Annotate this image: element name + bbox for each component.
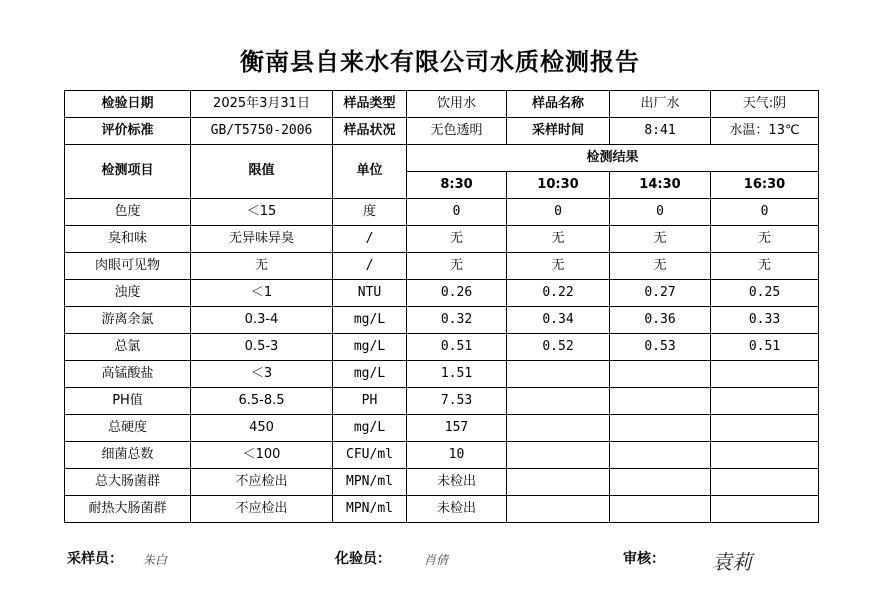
sample-type-value: 饮用水	[407, 91, 507, 118]
result-value: 0.26	[407, 280, 507, 307]
result-value: 0.51	[711, 334, 819, 361]
unit-value: MPN/ml	[333, 496, 407, 523]
limit-value: 0.3-4	[191, 307, 333, 334]
unit-value: NTU	[333, 280, 407, 307]
sample-type-label: 样品类型	[333, 91, 407, 118]
report-table	[64, 90, 819, 523]
sampler-signature: 朱白	[143, 553, 168, 567]
item-name: 臭和味	[65, 226, 191, 253]
limit-value: ＜1	[191, 280, 333, 307]
water-temp: 水温：13℃	[711, 118, 819, 145]
unit-value: mg/L	[333, 415, 407, 442]
item-name: 肉眼可见物	[65, 253, 191, 280]
result-value	[507, 469, 610, 496]
item-name: 游离余氯	[65, 307, 191, 334]
limit-value: 0.5-3	[191, 334, 333, 361]
result-value: 无	[711, 226, 819, 253]
result-value	[507, 361, 610, 388]
result-value: 无	[711, 253, 819, 280]
table-row	[65, 280, 819, 307]
sampling-time-value: 8:41	[610, 118, 711, 145]
item-name: 总硬度	[65, 415, 191, 442]
limit-value: 6.5-8.5	[191, 388, 333, 415]
item-name: 浊度	[65, 280, 191, 307]
item-name: PH值	[65, 388, 191, 415]
result-value: 0	[711, 199, 819, 226]
sampler-label: 采样员：	[67, 551, 123, 567]
standard-value: GB/T5750-2006	[191, 118, 333, 145]
result-value: 0.25	[711, 280, 819, 307]
result-value	[610, 388, 711, 415]
table-row	[65, 334, 819, 361]
item-name: 总大肠菌群	[65, 469, 191, 496]
result-value: 0.34	[507, 307, 610, 334]
header-item: 检测项目	[65, 145, 191, 199]
report-title: 衡南县自来水有限公司水质检测报告	[240, 48, 640, 76]
unit-value: CFU/ml	[333, 442, 407, 469]
header-results: 检测结果	[407, 145, 819, 172]
limit-value: ＜100	[191, 442, 333, 469]
result-value: 无	[407, 226, 507, 253]
sample-name-value: 出厂水	[610, 91, 711, 118]
result-value: 0	[507, 199, 610, 226]
standard-label: 评价标准	[65, 118, 191, 145]
limit-value: 无异味异臭	[191, 226, 333, 253]
result-value: 无	[407, 253, 507, 280]
result-value: 7.53	[407, 388, 507, 415]
result-value: 0.27	[610, 280, 711, 307]
result-value: 0.22	[507, 280, 610, 307]
limit-value: 不应检出	[191, 496, 333, 523]
table-row	[65, 469, 819, 496]
result-value	[711, 388, 819, 415]
result-value	[711, 361, 819, 388]
unit-value: MPN/ml	[333, 469, 407, 496]
result-value: 无	[507, 253, 610, 280]
time-header: 8:30	[407, 172, 507, 199]
result-value	[507, 496, 610, 523]
item-name: 细菌总数	[65, 442, 191, 469]
item-name: 高锰酸盐	[65, 361, 191, 388]
result-value	[711, 442, 819, 469]
header-limit: 限值	[191, 145, 333, 199]
unit-value: /	[333, 253, 407, 280]
limit-value: ＜15	[191, 199, 333, 226]
time-header: 16:30	[711, 172, 819, 199]
result-value: 1.51	[407, 361, 507, 388]
unit-value: mg/L	[333, 361, 407, 388]
result-value: 0	[610, 199, 711, 226]
date-label: 检验日期	[65, 91, 191, 118]
reviewer-signature: 袁莉	[712, 550, 752, 574]
sample-name-label: 样品名称	[507, 91, 610, 118]
result-value: 未检出	[407, 496, 507, 523]
unit-value: 度	[333, 199, 407, 226]
result-value	[610, 415, 711, 442]
table-row	[65, 253, 819, 280]
unit-value: mg/L	[333, 334, 407, 361]
table-row	[65, 496, 819, 523]
time-header: 14:30	[610, 172, 711, 199]
table-row	[65, 415, 819, 442]
unit-value: /	[333, 226, 407, 253]
weather: 天气:阴	[711, 91, 819, 118]
result-value: 157	[407, 415, 507, 442]
result-value	[610, 361, 711, 388]
result-value	[507, 388, 610, 415]
reviewer-label: 审核：	[623, 551, 665, 567]
table-row	[65, 226, 819, 253]
result-rows	[65, 199, 819, 523]
table-row	[65, 307, 819, 334]
sample-status-label: 样品状况	[333, 118, 407, 145]
unit-value: mg/L	[333, 307, 407, 334]
result-value: 0.32	[407, 307, 507, 334]
result-value: 0.52	[507, 334, 610, 361]
time-header: 10:30	[507, 172, 610, 199]
item-name: 总氯	[65, 334, 191, 361]
limit-value: 不应检出	[191, 469, 333, 496]
result-value	[610, 469, 711, 496]
result-value: 无	[610, 253, 711, 280]
result-value	[711, 415, 819, 442]
result-value: 0.33	[711, 307, 819, 334]
item-name: 耐热大肠菌群	[65, 496, 191, 523]
result-value	[711, 496, 819, 523]
sample-status-value: 无色透明	[407, 118, 507, 145]
result-value: 0	[407, 199, 507, 226]
result-value	[507, 442, 610, 469]
result-value	[711, 469, 819, 496]
result-value: 无	[610, 226, 711, 253]
unit-value: PH	[333, 388, 407, 415]
limit-value: 450	[191, 415, 333, 442]
item-name: 色度	[65, 199, 191, 226]
result-value: 0.51	[407, 334, 507, 361]
tester-signature: 肖倩	[424, 553, 449, 567]
result-value: 0.53	[610, 334, 711, 361]
result-value: 无	[507, 226, 610, 253]
date-value: 2025年3月31日	[191, 91, 333, 118]
result-value	[610, 442, 711, 469]
limit-value: 无	[191, 253, 333, 280]
table-row	[65, 388, 819, 415]
table-row	[65, 199, 819, 226]
result-value: 未检出	[407, 469, 507, 496]
result-value: 10	[407, 442, 507, 469]
result-value	[610, 496, 711, 523]
table-row	[65, 361, 819, 388]
sampling-time-label: 采样时间	[507, 118, 610, 145]
result-value	[507, 415, 610, 442]
tester-label: 化验员：	[335, 551, 391, 567]
header-unit: 单位	[333, 145, 407, 199]
limit-value: ＜3	[191, 361, 333, 388]
result-value: 0.36	[610, 307, 711, 334]
table-row	[65, 442, 819, 469]
